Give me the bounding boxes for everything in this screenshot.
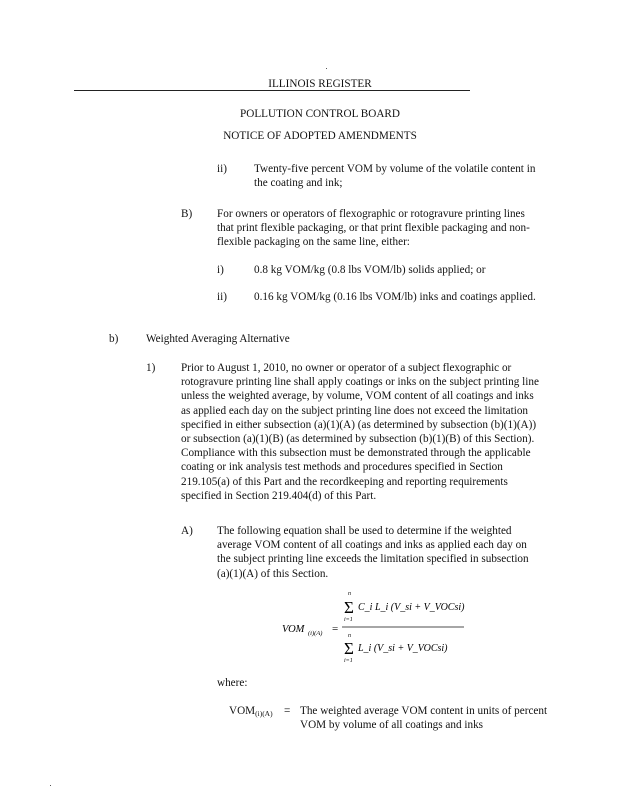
where-label: where: [217,677,248,689]
definition-equals: = [284,705,291,717]
eq-equals: = [332,623,339,635]
item-A-text: The following equation shall be used to determine if the weighted average VOM content of all coatings and inks as applied each day on the subject printing line exceeds the limitation specified in subsection (a)(1)(A) of this Section. [217,525,529,580]
weighted-average-equation [276,588,466,668]
eq-sum-sign: Σ [344,598,354,617]
section-b-marker: b) [109,333,119,345]
eq-sum-top: n [348,591,351,597]
item-B-marker: B) [181,208,193,220]
item-B-i-text: 0.8 kg VOM/kg (0.8 lbs VOM/lb) solids applied; or [254,264,486,276]
eq-lhs-sub: (i)(A) [308,630,323,637]
eq-sum2-bottom: i=1 [344,658,353,664]
item-B-ii-text: 0.16 kg VOM/kg (0.16 lbs VOM/lb) inks and coatings applied. [254,291,536,303]
equation-svg [276,588,466,668]
item-B-i-marker: i) [217,264,224,276]
item-A-marker: A) [181,525,193,537]
eq-sum-bottom: i=1 [344,617,353,623]
item-1-text: Prior to August 1, 2010, no owner or operator of a subject flexographic or rotogravure printing line shall apply coatings or inks on the subject printing line unless the weighted average, by volume, VOM content of all coatings and inks as applied each day on the subject printing line does not exceed the limitation specified in either subsection (a)(1)(A) (as determined by subsection (b)(1)(A)) or subsection (a)(1)(B) (as determined by subsection (b)(1)(B) of this Section). Compliance with this subsection must be demonstrated through the applicable coating or ink analysis test methods and procedures specified in Section 219.105(a) of this Part and the recordkeeping and reporting requirements specified in Section 219.404(d) of this Part. [181,362,539,502]
eq-numerator: C_i L_i (V_si + V_VOCsi) [358,602,465,613]
definition-text: The weighted average VOM content in units of percent VOM by volume of all coatings and inks [300,705,548,732]
eq-sum2-top: n [348,633,351,639]
item-B-text: For owners or operators of flexographic or rotogravure printing lines that print flexible packaging, or that print flexible packaging and non-flexible packaging on the same line, either: [217,208,530,249]
speck-bottom [50,785,51,786]
definition-term [229,704,273,721]
board-title: POLLUTION CONTROL BOARD [240,108,400,120]
item-B-ii-marker: ii) [217,291,227,303]
eq-denominator: L_i (V_si + V_VOCsi) [358,643,448,654]
item-ii-text: Twenty-five percent VOM by volume of the volatile content in the coating and ink; [254,163,536,190]
header-rule [74,90,470,91]
speck-top [326,68,327,69]
notice-title: NOTICE OF ADOPTED AMENDMENTS [223,130,417,142]
section-b-heading: Weighted Averaging Alternative [146,333,290,345]
eq-sum2-sign: Σ [344,639,354,658]
item-1-marker: 1) [146,362,156,374]
definition-term-main: VOM [229,705,256,717]
definition-term-sub: (i)(A) [255,709,273,718]
register-title: ILLINOIS REGISTER [268,78,372,90]
eq-lhs: VOM [282,624,305,635]
item-ii-marker: ii) [217,163,227,175]
